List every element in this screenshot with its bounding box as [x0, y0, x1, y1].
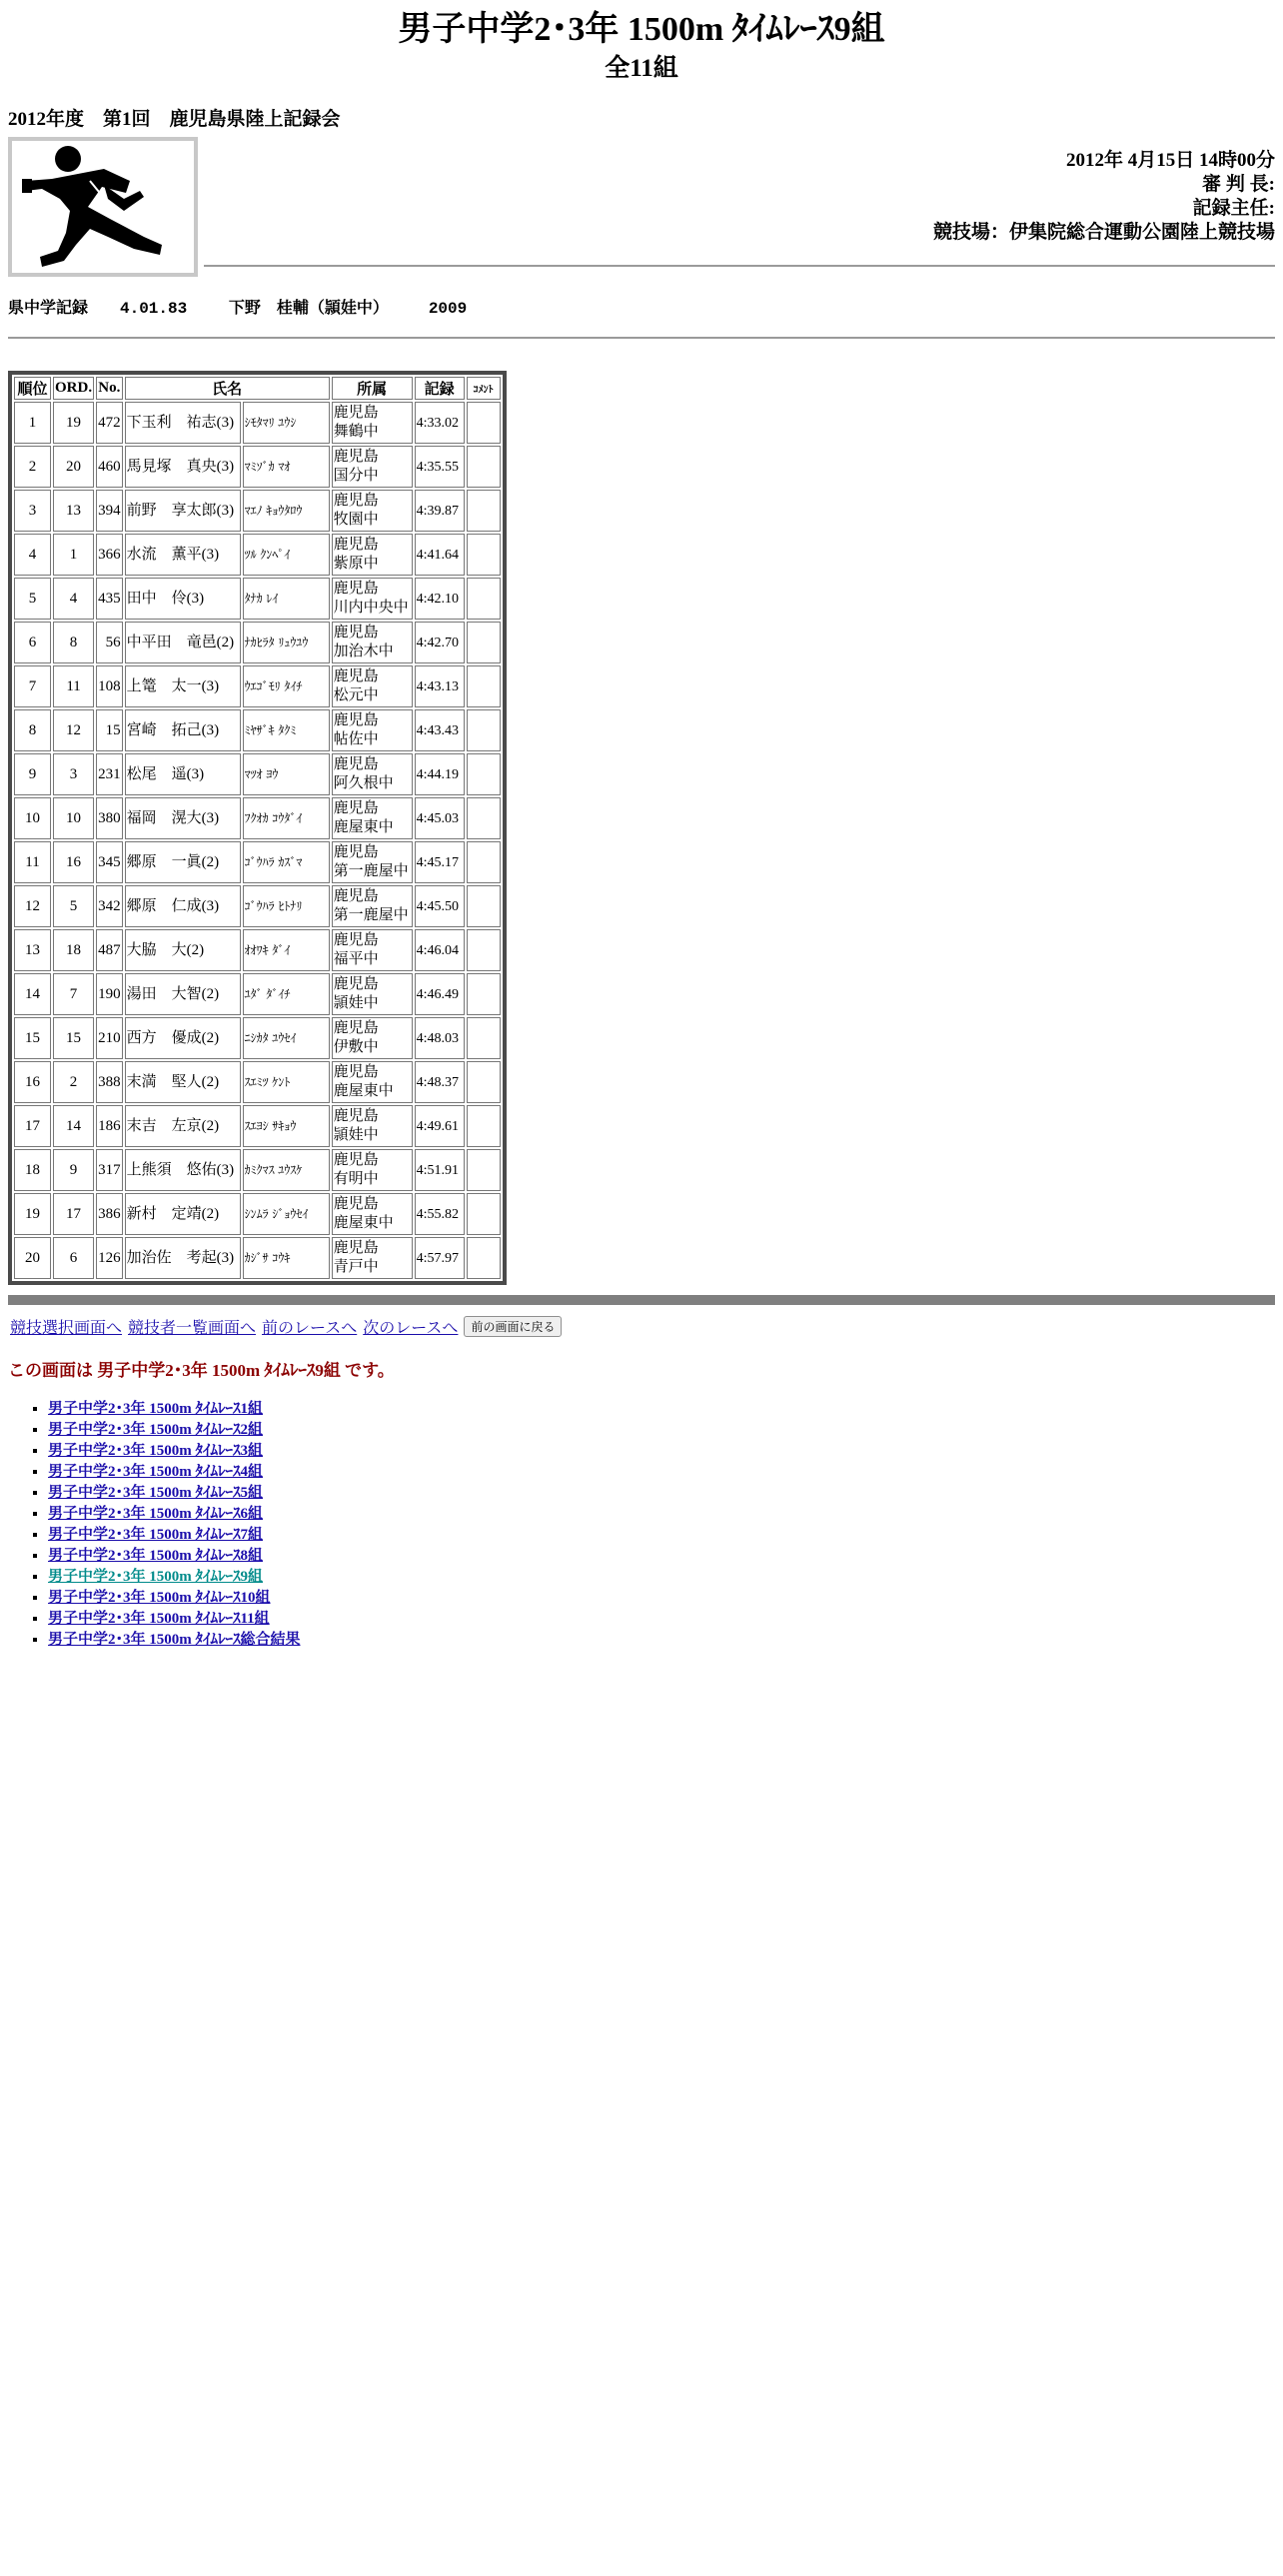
ord-cell: 4	[53, 578, 94, 620]
prefecture: 鹿児島	[333, 581, 379, 597]
kana-cell: ｽｴﾐﾂ ｹﾝﾄ	[243, 1061, 330, 1103]
name-cell: 末吉 左京(2)	[125, 1105, 241, 1147]
divider	[8, 337, 1275, 339]
comment-cell	[467, 1017, 501, 1059]
bib-cell: 56	[96, 622, 123, 663]
rank-cell: 14	[14, 973, 51, 1015]
table-header-row	[14, 377, 501, 400]
affiliation-cell	[332, 490, 413, 532]
comment-cell	[467, 841, 501, 883]
event-select-link[interactable]: 競技選択画面へ	[10, 1320, 123, 1337]
ord-cell: 19	[53, 402, 94, 444]
kana-cell: ﾅｶﾋﾗﾀ ﾘｭｳﾕｳ	[243, 622, 330, 663]
bib-cell: 388	[96, 1061, 123, 1103]
affiliation-cell	[332, 402, 413, 444]
meet-info	[204, 137, 1275, 277]
affiliation-cell	[332, 578, 413, 620]
ord-cell: 8	[53, 622, 94, 663]
prefecture: 鹿児島	[333, 1108, 379, 1124]
ord-cell: 14	[53, 1105, 94, 1147]
rank-cell: 20	[14, 1237, 51, 1279]
table-row	[14, 797, 501, 839]
navigation	[10, 1315, 1275, 1338]
affiliation-cell	[332, 622, 413, 663]
affiliation-cell	[332, 1149, 413, 1191]
list-item	[48, 1420, 1283, 1441]
header-name: 氏名	[125, 377, 330, 400]
time-cell: 4:42.10	[415, 578, 465, 620]
name-cell: 前野 享太郎(3)	[125, 490, 241, 532]
table-row	[14, 622, 501, 663]
name-cell: 松尾 遥(3)	[125, 753, 241, 795]
list-item	[48, 1483, 1283, 1504]
rank-cell: 1	[14, 402, 51, 444]
header-rank: 順位	[14, 377, 51, 400]
affiliation-cell	[332, 753, 413, 795]
affiliation-cell	[332, 1061, 413, 1103]
name-cell: 湯田 大智(2)	[125, 973, 241, 1015]
comment-cell	[467, 973, 501, 1015]
list-item	[48, 1588, 1283, 1609]
school: 川内中央中	[333, 600, 409, 616]
rank-cell: 18	[14, 1149, 51, 1191]
name-cell: 西方 優成(2)	[125, 1017, 241, 1059]
comment-cell	[467, 578, 501, 620]
prefecture: 鹿児島	[333, 405, 379, 421]
school: 阿久根中	[333, 775, 394, 791]
comment-cell	[467, 1149, 501, 1191]
name-cell: 新村 定靖(2)	[125, 1193, 241, 1235]
table-row	[14, 534, 501, 576]
comment-cell	[467, 1237, 501, 1279]
header-time: 記録	[415, 377, 465, 400]
prefecture: 鹿児島	[333, 756, 379, 772]
results-table	[8, 371, 507, 1285]
comment-cell	[467, 490, 501, 532]
prefecture: 鹿児島	[333, 1196, 379, 1212]
ord-cell: 12	[53, 709, 94, 751]
school: 松元中	[333, 687, 379, 703]
meet-date: 2012年 4月15日 14時00分	[1065, 150, 1275, 171]
table-row	[14, 885, 501, 927]
name-cell: 馬見塚 真央(3)	[125, 446, 241, 488]
table-row	[14, 446, 501, 488]
list-item	[48, 1399, 1283, 1420]
list-item	[48, 1441, 1283, 1462]
bib-cell: 487	[96, 929, 123, 971]
name-cell: 末満 堅人(2)	[125, 1061, 241, 1103]
kana-cell: ﾏﾐｿﾞｶ ﾏｵ	[243, 446, 330, 488]
prefecture: 鹿児島	[333, 668, 379, 684]
back-button[interactable]: 前の画面に戻る	[464, 1316, 562, 1337]
school: 鹿屋東中	[333, 1083, 394, 1099]
venue: 競技場：伊集院総合運動公園陸上競技場	[932, 222, 1275, 243]
list-item	[48, 1525, 1283, 1546]
list-item	[48, 1462, 1283, 1483]
name-cell: 郷原 一眞(2)	[125, 841, 241, 883]
school: 頴娃中	[333, 1127, 379, 1143]
affiliation-cell	[332, 665, 413, 707]
athlete-list-link[interactable]: 競技者一覧画面へ	[128, 1320, 257, 1337]
prefecture: 鹿児島	[333, 1064, 379, 1080]
prefecture: 鹿児島	[333, 844, 379, 860]
bib-cell: 231	[96, 753, 123, 795]
ord-cell: 6	[53, 1237, 94, 1279]
ord-cell: 5	[53, 885, 94, 927]
bib-cell: 210	[96, 1017, 123, 1059]
ord-cell: 2	[53, 1061, 94, 1103]
table-row	[14, 578, 501, 620]
name-cell: 上熊須 悠佑(3)	[125, 1149, 241, 1191]
kana-cell: ｺﾞｳﾊﾗ ﾋﾄﾅﾘ	[243, 885, 330, 927]
name-cell: 上篭 太一(3)	[125, 665, 241, 707]
ord-cell: 16	[53, 841, 94, 883]
bib-cell: 366	[96, 534, 123, 576]
affiliation-cell	[332, 797, 413, 839]
name-cell: 下玉利 祐志(3)	[125, 402, 241, 444]
school: 牧園中	[333, 512, 379, 528]
bib-cell: 342	[96, 885, 123, 927]
header-no: No.	[96, 377, 123, 400]
time-cell: 4:48.37	[415, 1061, 465, 1103]
rank-cell: 8	[14, 709, 51, 751]
affiliation-cell	[332, 1105, 413, 1147]
table-row	[14, 1149, 501, 1191]
school: 鹿屋東中	[333, 1215, 394, 1231]
time-cell: 4:49.61	[415, 1105, 465, 1147]
affiliation-cell	[332, 885, 413, 927]
time-cell: 4:46.04	[415, 929, 465, 971]
bib-cell: 380	[96, 797, 123, 839]
race-link[interactable]: 男子中学2･3年 1500m ﾀｲﾑﾚｰｽ総合結果	[48, 1632, 301, 1648]
list-item	[48, 1567, 1283, 1588]
ord-cell: 9	[53, 1149, 94, 1191]
rank-cell: 13	[14, 929, 51, 971]
bib-cell: 108	[96, 665, 123, 707]
ord-cell: 13	[53, 490, 94, 532]
header-affiliation: 所属	[332, 377, 413, 400]
prefecture: 鹿児島	[333, 537, 379, 553]
time-cell: 4:45.17	[415, 841, 465, 883]
comment-cell	[467, 1193, 501, 1235]
affiliation-cell	[332, 929, 413, 971]
prefecture: 鹿児島	[333, 1152, 379, 1168]
prefecture: 鹿児島	[333, 449, 379, 465]
time-cell: 4:57.97	[415, 1237, 465, 1279]
bib-cell: 435	[96, 578, 123, 620]
prefecture: 鹿児島	[333, 976, 379, 992]
school: 頴娃中	[333, 995, 379, 1011]
affiliation-cell	[332, 534, 413, 576]
race-link[interactable]: 男子中学2･3年 1500m ﾀｲﾑﾚｰｽ10組	[48, 1590, 271, 1606]
runner-icon	[12, 141, 194, 273]
name-cell: 加治佐 考起(3)	[125, 1237, 241, 1279]
school: 青戸中	[333, 1259, 379, 1275]
table-row	[14, 841, 501, 883]
rank-cell: 10	[14, 797, 51, 839]
comment-cell	[467, 534, 501, 576]
kana-cell: ﾆｼｶﾀ ﾕｳｾｲ	[243, 1017, 330, 1059]
kana-cell: ﾕﾀﾞ ﾀﾞｲﾁ	[243, 973, 330, 1015]
kana-cell: ｶﾐｸﾏｽ ﾕｳｽｹ	[243, 1149, 330, 1191]
rank-cell: 19	[14, 1193, 51, 1235]
ord-cell: 17	[53, 1193, 94, 1235]
current-race-notice: この画面は 男子中学2･3年 1500m ﾀｲﾑﾚｰｽ9組 です。	[8, 1361, 395, 1380]
race-link[interactable]: 男子中学2･3年 1500m ﾀｲﾑﾚｰｽ5組	[48, 1485, 263, 1501]
name-cell: 中平田 竜邑(2)	[125, 622, 241, 663]
kana-cell: ｳｴｺﾞﾓﾘ ﾀｲﾁ	[243, 665, 330, 707]
school: 第一鹿屋中	[333, 907, 409, 923]
prefecture: 鹿児島	[333, 1240, 379, 1256]
comment-cell	[467, 665, 501, 707]
recorder-label: 記録主任:	[1192, 198, 1275, 219]
comment-cell	[467, 753, 501, 795]
time-cell: 4:44.19	[415, 753, 465, 795]
rank-cell: 17	[14, 1105, 51, 1147]
bib-cell: 126	[96, 1237, 123, 1279]
name-cell: 郷原 仁成(3)	[125, 885, 241, 927]
time-cell: 4:35.55	[415, 446, 465, 488]
list-item	[48, 1630, 1283, 1651]
rank-cell: 11	[14, 841, 51, 883]
table-row	[14, 490, 501, 532]
school: 加治木中	[333, 644, 394, 659]
kana-cell: ﾂﾙ ｸﾝﾍﾟｲ	[243, 534, 330, 576]
meet-name: 2012年度 第1回 鹿児島県陸上記録会	[8, 109, 341, 130]
school: 鹿屋東中	[333, 819, 394, 835]
table-row	[14, 973, 501, 1015]
time-cell: 4:55.82	[415, 1193, 465, 1235]
name-cell: 大脇 大(2)	[125, 929, 241, 971]
affiliation-cell	[332, 709, 413, 751]
table-row	[14, 1237, 501, 1279]
table-row	[14, 753, 501, 795]
prefecture: 鹿児島	[333, 932, 379, 948]
prefecture: 鹿児島	[333, 625, 379, 641]
referee-label: 審 判 長:	[1202, 174, 1275, 195]
race-link[interactable]: 男子中学2･3年 1500m ﾀｲﾑﾚｰｽ4組	[48, 1464, 263, 1480]
school: 紫原中	[333, 556, 379, 572]
school: 帖佐中	[333, 731, 379, 747]
kana-cell: ｶｼﾞｻ ｺｳｷ	[243, 1237, 330, 1279]
bib-cell: 317	[96, 1149, 123, 1191]
comment-cell	[467, 1061, 501, 1103]
rank-cell: 6	[14, 622, 51, 663]
school: 福平中	[333, 951, 379, 967]
kana-cell: ｽｴﾖｼ ｻｷｮｳ	[243, 1105, 330, 1147]
comment-cell	[467, 885, 501, 927]
race-link[interactable]: 男子中学2･3年 1500m ﾀｲﾑﾚｰｽ7組	[48, 1527, 263, 1543]
rank-cell: 15	[14, 1017, 51, 1059]
time-cell: 4:43.43	[415, 709, 465, 751]
rank-cell: 16	[14, 1061, 51, 1103]
ord-cell: 3	[53, 753, 94, 795]
list-item	[48, 1546, 1283, 1567]
page-subtitle: 全11組	[605, 55, 678, 82]
runner-logo	[8, 137, 198, 277]
prefecture-record: 県中学記録 4.01.83 下野 桂輔（頴娃中） 2009	[8, 300, 468, 318]
rank-cell: 7	[14, 665, 51, 707]
kana-cell: ｵｵﾜｷ ﾀﾞｲ	[243, 929, 330, 971]
race-link[interactable]: 男子中学2･3年 1500m ﾀｲﾑﾚｰｽ1組	[48, 1401, 263, 1417]
race-link-list	[0, 1399, 1283, 1651]
time-cell: 4:45.50	[415, 885, 465, 927]
bib-cell: 15	[96, 709, 123, 751]
time-cell: 4:33.02	[415, 402, 465, 444]
race-link[interactable]: 男子中学2･3年 1500m ﾀｲﾑﾚｰｽ8組	[48, 1548, 263, 1564]
race-link[interactable]: 男子中学2･3年 1500m ﾀｲﾑﾚｰｽ3組	[48, 1443, 263, 1459]
rank-cell: 3	[14, 490, 51, 532]
table-row	[14, 709, 501, 751]
time-cell: 4:48.03	[415, 1017, 465, 1059]
next-race-link[interactable]: 次のレースへ	[363, 1320, 459, 1337]
prefecture: 鹿児島	[333, 493, 379, 509]
ord-cell: 20	[53, 446, 94, 488]
comment-cell	[467, 622, 501, 663]
rank-cell: 12	[14, 885, 51, 927]
table-row	[14, 1105, 501, 1147]
current-race-link[interactable]: 男子中学2･3年 1500m ﾀｲﾑﾚｰｽ9組	[48, 1569, 263, 1585]
time-cell: 4:51.91	[415, 1149, 465, 1191]
affiliation-cell	[332, 446, 413, 488]
prefecture: 鹿児島	[333, 712, 379, 728]
rank-cell: 5	[14, 578, 51, 620]
kana-cell: ｺﾞｳﾊﾗ ｶｽﾞﾏ	[243, 841, 330, 883]
table-row	[14, 1017, 501, 1059]
ord-cell: 7	[53, 973, 94, 1015]
ord-cell: 11	[53, 665, 94, 707]
kana-cell: ﾏｴﾉ ｷｮｳﾀﾛｳ	[243, 490, 330, 532]
time-cell: 4:43.13	[415, 665, 465, 707]
table-row	[14, 1061, 501, 1103]
ord-cell: 10	[53, 797, 94, 839]
ord-cell: 1	[53, 534, 94, 576]
race-link[interactable]: 男子中学2･3年 1500m ﾀｲﾑﾚｰｽ6組	[48, 1506, 263, 1522]
ord-cell: 15	[53, 1017, 94, 1059]
time-cell: 4:46.49	[415, 973, 465, 1015]
affiliation-cell	[332, 1237, 413, 1279]
school: 有明中	[333, 1171, 379, 1187]
rank-cell: 9	[14, 753, 51, 795]
bib-cell: 460	[96, 446, 123, 488]
race-link[interactable]: 男子中学2･3年 1500m ﾀｲﾑﾚｰｽ2組	[48, 1422, 263, 1438]
page-title: 男子中学2･3年 1500m ﾀｲﾑﾚｰｽ9組	[398, 11, 885, 48]
comment-cell	[467, 1105, 501, 1147]
prefecture: 鹿児島	[333, 800, 379, 816]
table-row	[14, 929, 501, 971]
bib-cell: 345	[96, 841, 123, 883]
school: 伊敷中	[333, 1039, 379, 1055]
affiliation-cell	[332, 973, 413, 1015]
time-cell: 4:45.03	[415, 797, 465, 839]
time-cell: 4:41.64	[415, 534, 465, 576]
kana-cell: ﾏﾂｵ ﾖｳ	[243, 753, 330, 795]
comment-cell	[467, 446, 501, 488]
header-row	[8, 137, 1275, 277]
school: 国分中	[333, 468, 379, 484]
header-ord: ORD.	[53, 377, 94, 400]
bib-cell: 394	[96, 490, 123, 532]
kana-cell: ﾀﾅｶ ﾚｲ	[243, 578, 330, 620]
list-item	[48, 1609, 1283, 1630]
table-row	[14, 665, 501, 707]
bib-cell: 386	[96, 1193, 123, 1235]
affiliation-cell	[332, 841, 413, 883]
prefecture: 鹿児島	[333, 1020, 379, 1036]
kana-cell: ｼﾝﾑﾗ ｼﾞｮｳｾｲ	[243, 1193, 330, 1235]
header-comment: ｺﾒﾝﾄ	[467, 377, 501, 400]
name-cell: 田中 伶(3)	[125, 578, 241, 620]
section-bar	[8, 1295, 1275, 1305]
kana-cell: ﾌｸｵｶ ｺｳﾀﾞｲ	[243, 797, 330, 839]
time-cell: 4:42.70	[415, 622, 465, 663]
race-link[interactable]: 男子中学2･3年 1500m ﾀｲﾑﾚｰｽ11組	[48, 1611, 270, 1627]
kana-cell: ｼﾓﾀﾏﾘ ﾕｳｼ	[243, 402, 330, 444]
bib-cell: 472	[96, 402, 123, 444]
comment-cell	[467, 402, 501, 444]
prev-race-link[interactable]: 前のレースへ	[262, 1320, 358, 1337]
bib-cell: 186	[96, 1105, 123, 1147]
name-cell: 宮崎 拓己(3)	[125, 709, 241, 751]
ord-cell: 18	[53, 929, 94, 971]
table-row	[14, 402, 501, 444]
comment-cell	[467, 797, 501, 839]
comment-cell	[467, 709, 501, 751]
prefecture: 鹿児島	[333, 888, 379, 904]
rank-cell: 2	[14, 446, 51, 488]
list-item	[48, 1504, 1283, 1525]
bib-cell: 190	[96, 973, 123, 1015]
affiliation-cell	[332, 1193, 413, 1235]
time-cell: 4:39.87	[415, 490, 465, 532]
comment-cell	[467, 929, 501, 971]
table-row	[14, 1193, 501, 1235]
rank-cell: 4	[14, 534, 51, 576]
school: 舞鶴中	[333, 424, 379, 440]
info-divider	[204, 265, 1275, 267]
kana-cell: ﾐﾔｻﾞｷ ﾀｸﾐ	[243, 709, 330, 751]
affiliation-cell	[332, 1017, 413, 1059]
name-cell: 福岡 滉大(3)	[125, 797, 241, 839]
school: 第一鹿屋中	[333, 863, 409, 879]
name-cell: 水流 薫平(3)	[125, 534, 241, 576]
